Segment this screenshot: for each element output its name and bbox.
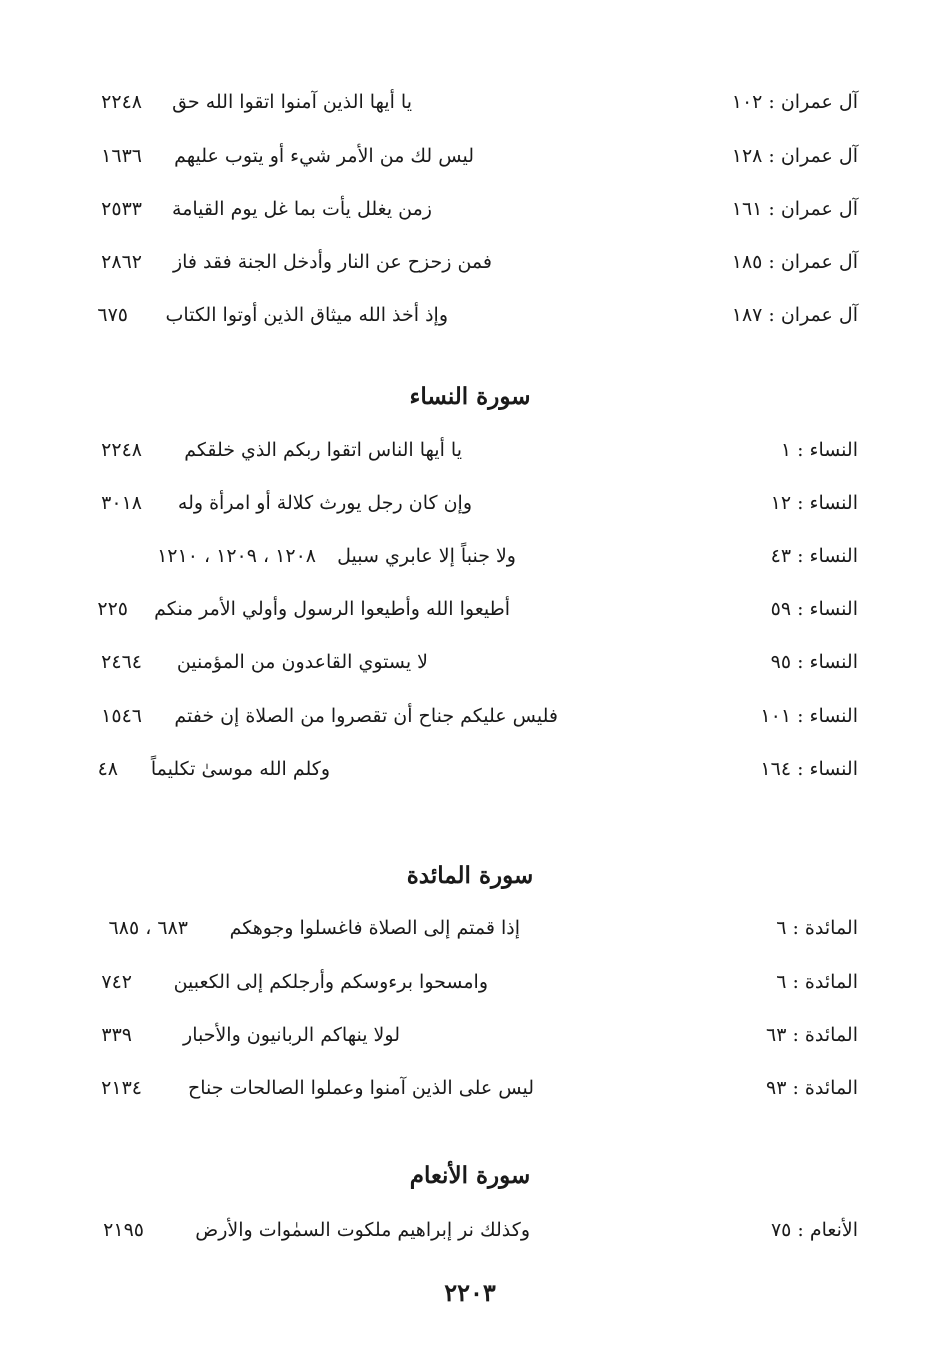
verse-reference: النساء : ١٢ [770,492,858,514]
page-reference: ٣٣٩ [101,1024,132,1046]
verse-text: يا أيها الذين آمنوا اتقوا الله حق [172,91,412,113]
verse-reference: المائدة : ٦ [776,971,858,993]
index-row [0,189,940,229]
page-reference: ٢٨٦٢ [101,251,142,273]
page-reference: ١٥٤٦ [101,705,142,727]
verse-text: وكلم الله موسىٰ تكليماً [150,758,330,780]
surah-heading: سورة الأنعام [409,1162,531,1189]
index-row [0,295,940,335]
page-reference: ١٦٣٦ [101,145,142,167]
verse-text: وامسحوا برءوسكم وأرجلكم إلى الكعبين [173,971,488,993]
index-row [0,136,940,176]
page-reference: ٣٠١٨ [101,492,142,514]
index-row [0,82,940,122]
verse-reference: النساء : ١ [780,439,858,461]
index-row [0,536,940,576]
verse-reference: آل عمران : ١٨٧ [731,304,858,326]
verse-reference: المائدة : ٩٣ [766,1077,858,1099]
page-number: ٢٢٠٣ [444,1278,496,1307]
verse-reference: النساء : ٥٩ [770,598,858,620]
index-row [0,242,940,282]
verse-text: ليس لك من الأمر شيء أو يتوب عليهم [174,145,474,167]
verse-text: يا أيها الناس اتقوا ربكم الذي خلقكم [184,439,462,461]
index-row [0,908,940,948]
index-row [0,1015,940,1055]
verse-text: وإن كان رجل يورث كلالة أو امرأة وله [177,492,472,514]
verse-text: إذا قمتم إلى الصلاة فاغسلوا وجوهكم [229,917,520,939]
verse-reference: النساء : ٤٣ [770,545,858,567]
verse-reference: النساء : ١٦٤ [760,758,858,780]
page-reference: ٦٨٣ ، ٦٨٥ [108,917,188,939]
index-row [0,1068,940,1108]
page-reference: ٢١٩٥ [103,1219,144,1241]
index-row [0,962,940,1002]
page-reference: ٦٧٥ [97,304,128,326]
verse-text: زمن يغلل يأت بما غل يوم القيامة [172,198,432,220]
verse-reference: النساء : ٩٥ [770,651,858,673]
verse-text: لا يستوي القاعدون من المؤمنين [176,651,428,673]
verse-reference: النساء : ١٠١ [760,705,858,727]
verse-text: أطيعوا الله وأطيعوا الرسول وأولي الأمر منكم [154,598,510,620]
page-reference: ٧٤٢ [101,971,132,993]
verse-text: ليس على الذين آمنوا وعملوا الصالحات جناح [188,1077,534,1099]
index-row [0,696,940,736]
surah-heading: سورة المائدة [406,862,534,889]
verse-text: فليس عليكم جناح أن تقصروا من الصلاة إن خفتم [174,705,558,727]
page-reference: ٢٥٣٣ [101,198,142,220]
verse-reference: آل عمران : ١٦١ [731,198,858,220]
verse-reference: الأنعام : ٧٥ [770,1219,858,1241]
page-reference: ٢٢٤٨ [101,91,142,113]
page-reference: ٤٨ [97,758,118,780]
verse-reference: آل عمران : ١٠٢ [731,91,858,113]
page-reference: ٢١٣٤ [101,1077,142,1099]
page-reference: ١٢٠٨ ، ١٢٠٩ ، ١٢١٠ [157,545,316,567]
page-reference: ٢٤٦٤ [101,651,142,673]
verse-text: لولا ينهاكم الربانيون والأحبار [183,1024,400,1046]
index-row [0,749,940,789]
page-reference: ٢٢٥ [97,598,128,620]
index-row [0,642,940,682]
surah-heading: سورة النساء [409,383,531,410]
verse-reference: المائدة : ٦ [776,917,858,939]
index-row [0,1210,940,1250]
verse-text: وإذ أخذ الله ميثاق الذين أوتوا الكتاب [165,304,448,326]
verse-text: فمن زحزح عن النار وأدخل الجنة فقد فاز [172,251,492,273]
verse-text: وكذلك نر إبراهيم ملكوت السمٰوات والأرض [195,1219,530,1241]
verse-reference: آل عمران : ١٢٨ [731,145,858,167]
page-reference: ٢٢٤٨ [101,439,142,461]
index-row [0,589,940,629]
verse-reference: المائدة : ٦٣ [766,1024,858,1046]
verse-text: ولا جنباً إلا عابري سبيل [337,545,516,567]
verse-reference: آل عمران : ١٨٥ [731,251,858,273]
index-row [0,430,940,470]
index-row [0,483,940,523]
